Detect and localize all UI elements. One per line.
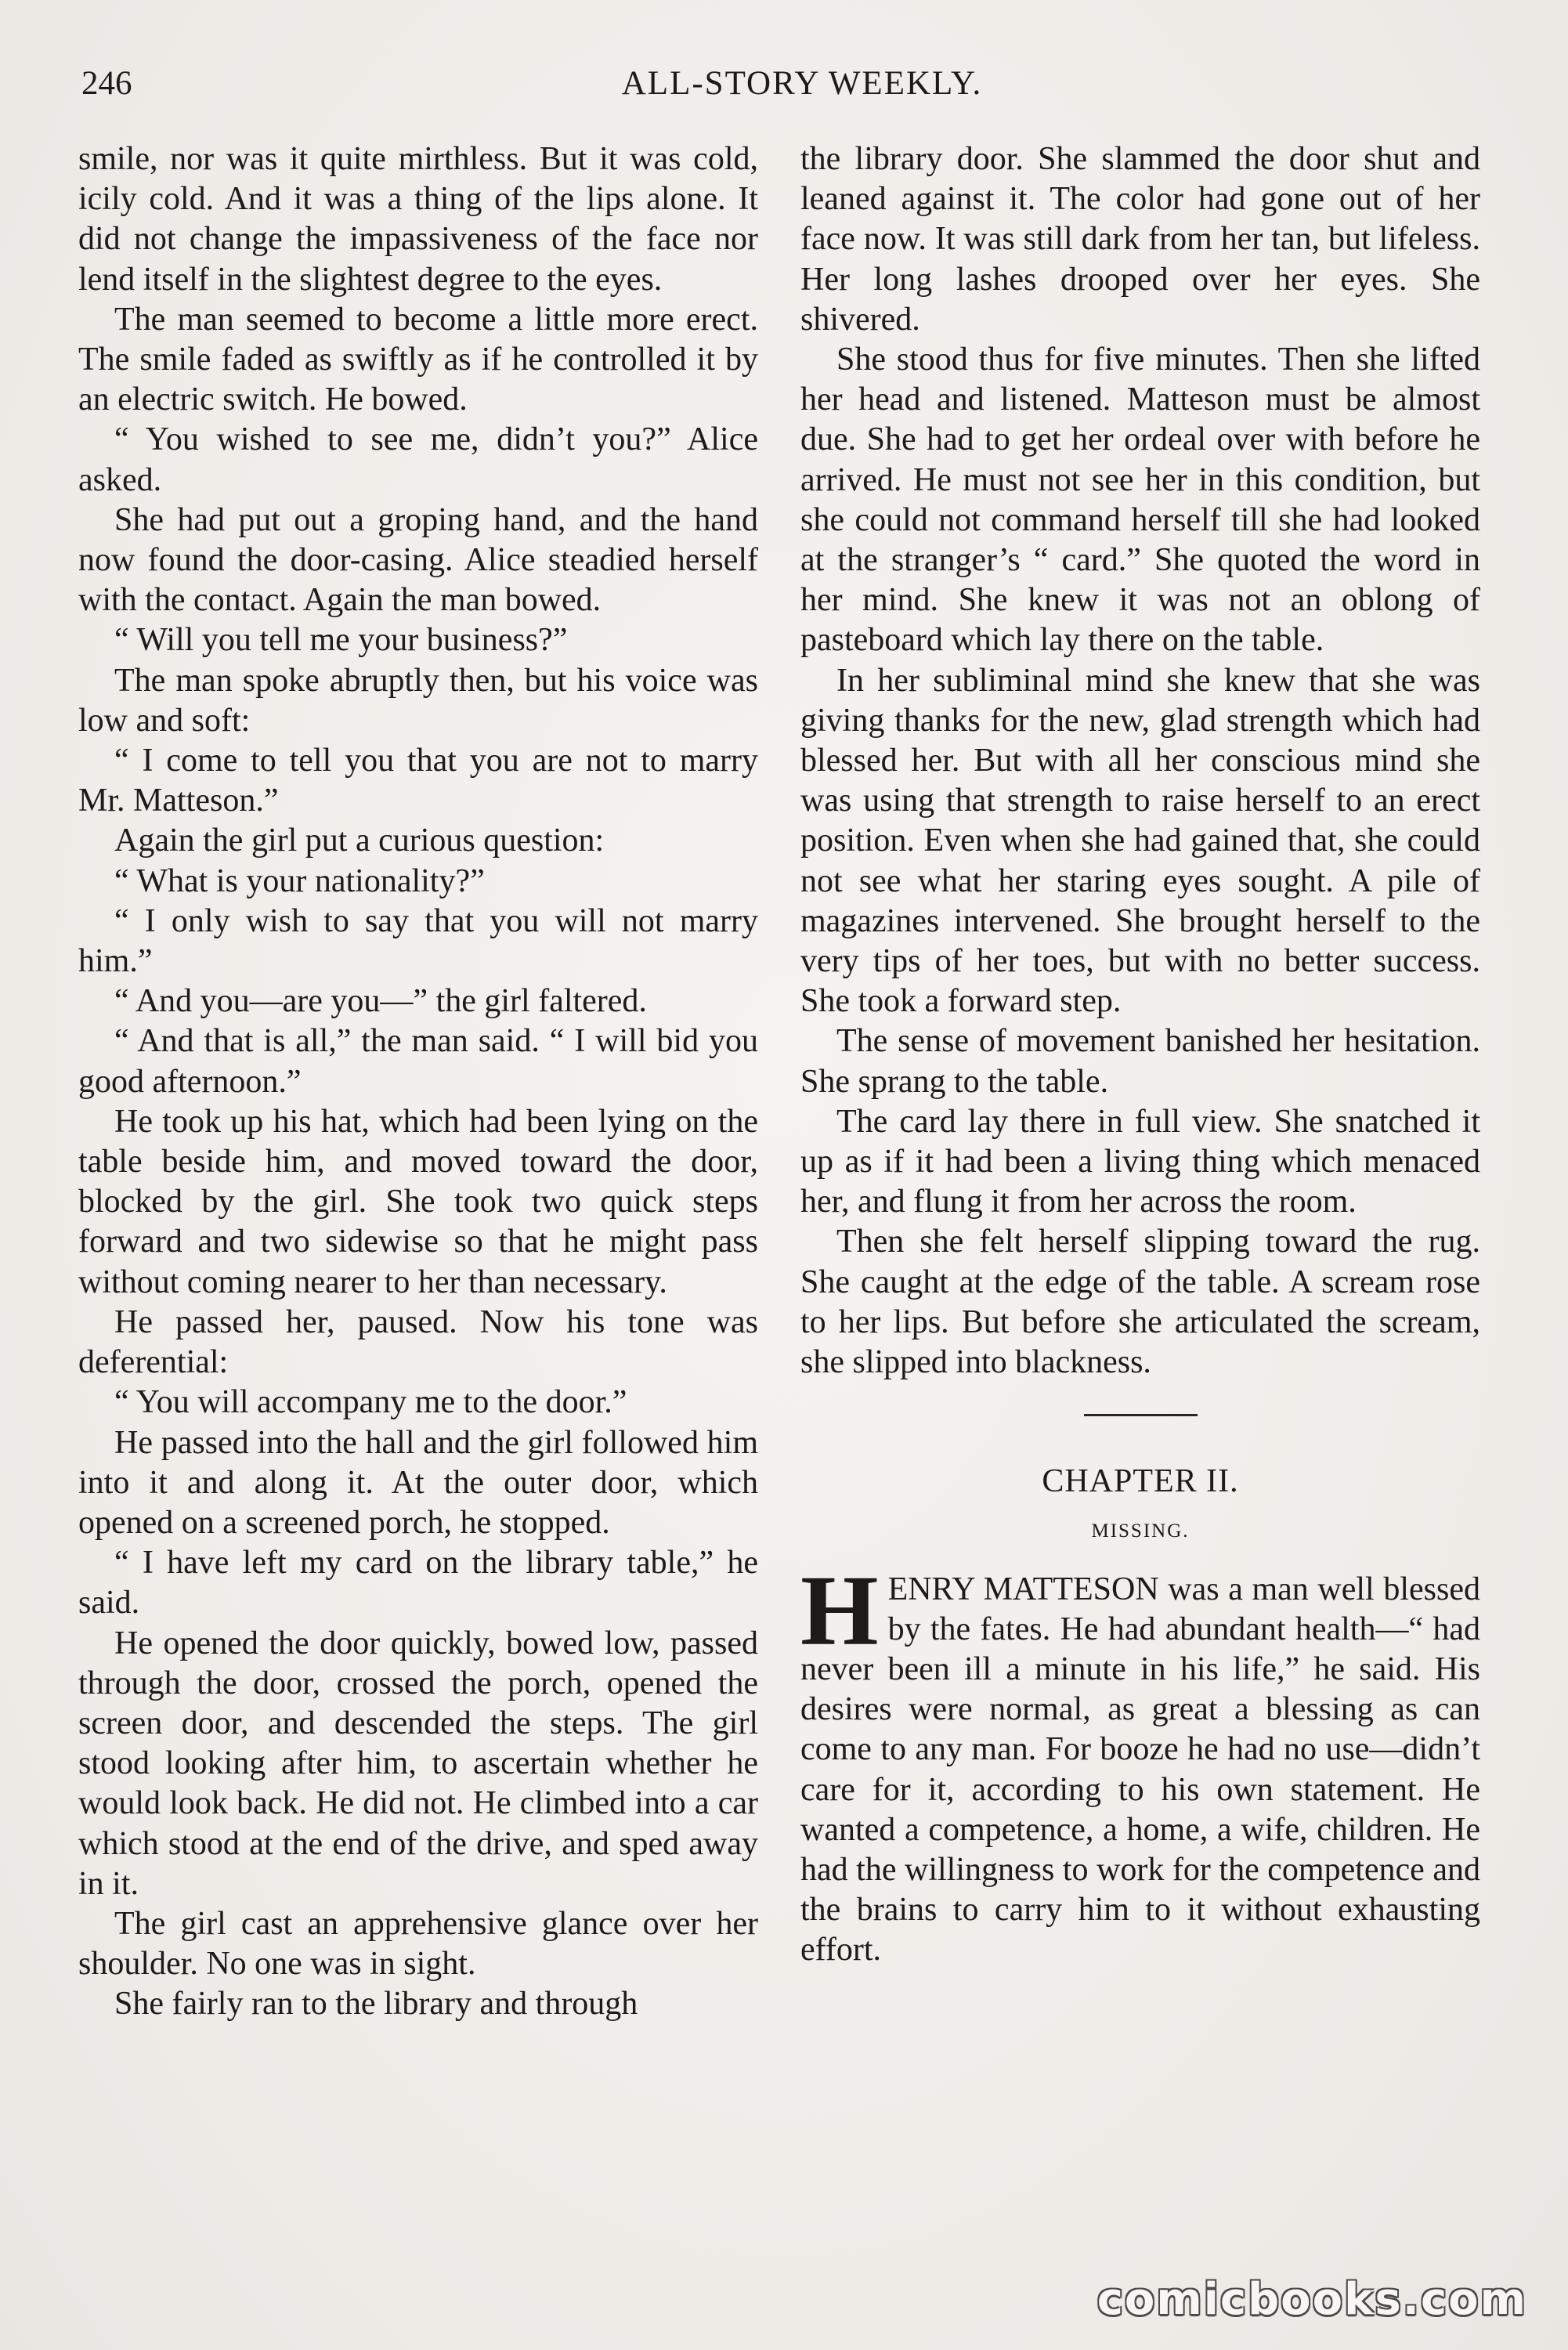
paragraph: “ I come to tell you that you are not to marry Mr. Matteson.” — [78, 743, 758, 819]
paragraph: Again the girl put a curious question: — [114, 822, 605, 859]
paragraph: “ You wished to see me, didn’t you?” Alice asked. — [78, 421, 758, 498]
chapter-opening-paragraph — [800, 1554, 1480, 1971]
paragraph: He passed her, paused. Now his tone was deferential: — [78, 1303, 758, 1381]
paragraph: The card lay there in full view. She snatched it up as if it had been a living thing which menaced her, and flung it from her across the room. — [800, 1103, 1480, 1220]
chapter-opening-text: ENRY MATTESON was a man well blessed by the fates. He had abundant health—“ had never been ill a minute in his life,” he said. His desires were normal, as great a blessing as can come to any man. For booze he had no use—didn’t care for it, according to his own statement. He wanted a competence, a home, a wife, children. He had the willingness to work for the competence and the brains to carry him to it without exhausting effort. — [800, 1571, 1480, 1969]
paragraph: “ And that is all,” the man said. “ I will bid you good afternoon.” — [78, 1023, 758, 1100]
right-column — [800, 139, 1480, 1971]
paragraph: The girl cast an apprehensive glance over her shoulder. No one was in sight. — [78, 1905, 758, 1983]
paragraph: Then she felt herself slipping toward the rug. She caught at the edge of the table. A scream rose to her lips. But before she articulated the scream, she slipped into blackness. — [800, 1224, 1480, 1381]
drop-cap: H — [800, 1554, 879, 1666]
paragraph: “ I only wish to say that you will not marry him.” — [78, 902, 758, 980]
paragraph: The man spoke abruptly then, but his voice was low and soft: — [78, 662, 758, 739]
paragraph: In her subliminal mind she knew that she was giving thanks for the new, glad strength which had blessed her. But with all her conscious mind she was using that strength to raise herself to an erect position. Even when she had gained that, she could not see what her staring eyes sought. A pile of magazines intervened. She brought herself to the very tips of her toes, but with no better success. She took a forward step. — [800, 662, 1480, 1020]
paragraph: He passed into the hall and the girl followed him into it and along it. At the outer door, which opened on a screened porch, he stopped. — [78, 1424, 758, 1541]
chapter-subtitle: MISSING. — [1091, 1520, 1190, 1542]
paragraph: She fairly ran to the library and through — [114, 1986, 638, 2023]
page-number: 246 — [81, 65, 132, 102]
paragraph: “ You will accompany me to the door.” — [114, 1384, 627, 1421]
paragraph: She stood thus for five minutes. Then she lifted her head and listened. Matteson must be almost due. She had to get her ordeal over with before he arrived. He must not see her in this condition, but she could not command herself till she had looked at the stranger’s “ card.” She quoted the word in her mind. She knew it was not an oblong of pasteboard which lay there on the table. — [800, 342, 1480, 659]
paragraph: the library door. She slammed the door shut and leaned against it. The color had gone out of her face now. It was still dark from her tan, but lifeless. Her long lashes drooped over her eyes. She shivered. — [800, 141, 1480, 338]
paragraph: “ I have left my card on the library table,” he said. — [78, 1545, 758, 1622]
paragraph: He opened the door quickly, bowed low, passed through the door, crossed the porch, opened the screen door, and descended the steps. The girl stood looking after him, to ascertain whether he would look back. He did not. He climbed into a car which stood at the end of the drive, and sped away in it. — [78, 1625, 758, 1902]
chapter-title: CHAPTER II. — [1042, 1463, 1239, 1500]
watermark: comicbooks.com — [1097, 2274, 1527, 2325]
paragraph: She had put out a groping hand, and the hand now found the door-casing. Alice steadied herself with the contact. Again the man bowed. — [78, 501, 758, 619]
paragraph: “ Will you tell me your business?” — [114, 622, 568, 659]
section-divider — [1084, 1414, 1198, 1416]
paragraph: The man seemed to become a little more erect. The smile faded as swiftly as if he controlled it by an electric switch. He bowed. — [78, 301, 758, 418]
paragraph: The sense of movement banished her hesitation. She sprang to the table. — [800, 1023, 1480, 1100]
left-column — [78, 139, 758, 2025]
page-header — [81, 64, 1523, 111]
running-title: ALL-STORY WEEKLY. — [621, 65, 983, 102]
paragraph: He took up his hat, which had been lying on the table beside him, and moved toward the door, blocked by the girl. She took two quick steps forward and two sidewise so that he might pass without coming nearer to her than necessary. — [78, 1103, 758, 1300]
paragraph: smile, nor was it quite mirthless. But it was cold, icily cold. And it was a thing of the lips alone. It did not change the impassiveness of the face nor lend itself in the slightest degree to the eyes. — [78, 141, 758, 298]
paragraph: “ And you—are you—” the girl faltered. — [114, 983, 647, 1020]
paragraph: “ What is your nationality?” — [114, 862, 485, 899]
